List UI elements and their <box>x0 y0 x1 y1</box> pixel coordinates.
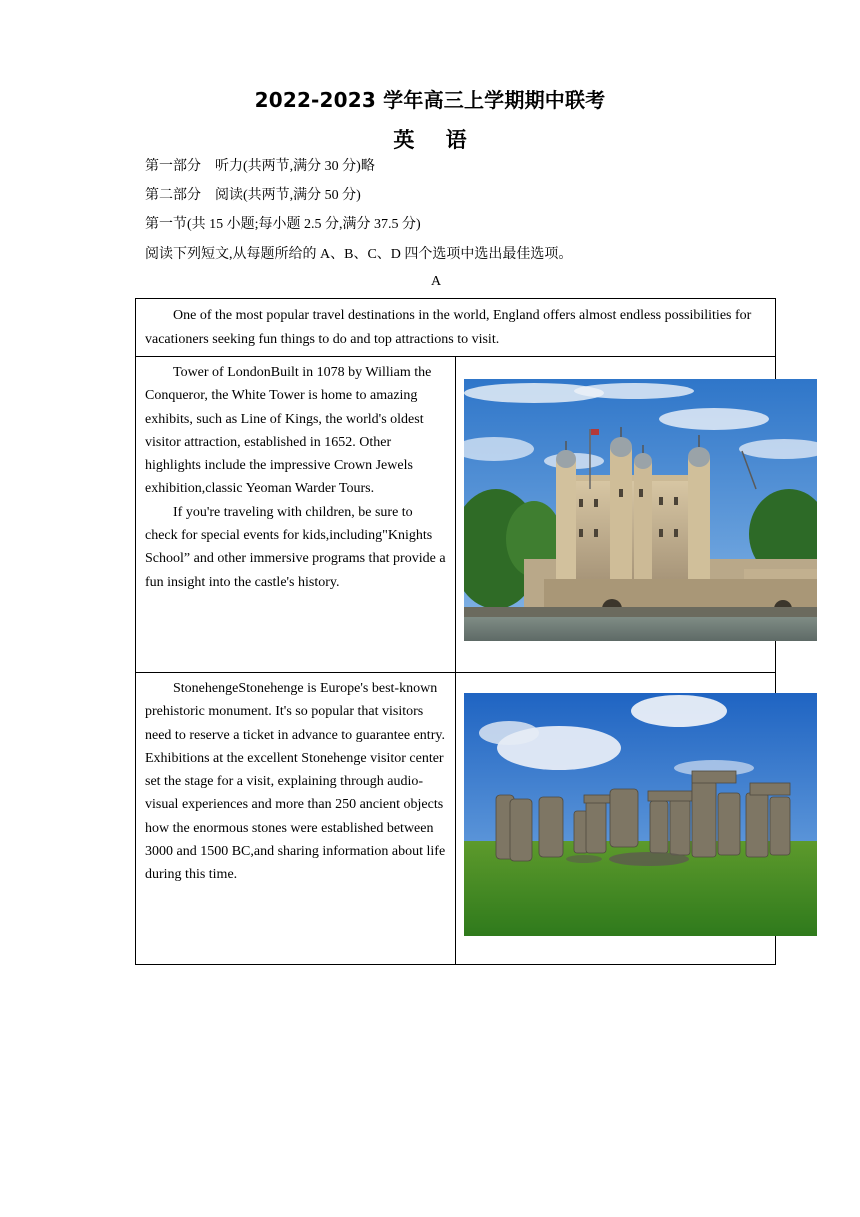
intro-cell <box>136 299 776 357</box>
instruction-part-two: 第二部分 阅读(共两节,满分 50 分) <box>145 188 361 203</box>
tower-paragraph-1: Tower of LondonBuilt in 1078 by William the Conqueror, the White Tower is home to amazing exhibits, such as Line of Kings, the world's oldest visitor attraction, established in 1652. Other highlights include the impressive Crown Jewels exhibition,classic Yeoman Warder Tours. <box>145 365 432 497</box>
tower-of-london-photo <box>464 379 817 641</box>
stonehenge-text-cell <box>136 673 456 965</box>
instruction-directions: 阅读下列短文,从每题所给的 A、B、C、D 四个选项中选出最佳选项。 <box>145 247 573 262</box>
passage-table <box>135 298 776 965</box>
intro-paragraph: One of the most popular travel destinations in the world, England offers almost endless possibilities for vacationers seeking fun things to do and top attractions to visit. <box>145 308 752 347</box>
passage-letter: A <box>430 274 442 289</box>
stonehenge-photo <box>464 693 817 936</box>
tower-paragraph-2: If you're traveling with children, be sure to check for special events for kids,including"Knights School” and other immersive programs that provide a fun insight into the castle's history. <box>145 504 446 590</box>
exam-title: 2022-2023 学年高三上学期期中联考 <box>254 88 606 112</box>
tower-text-cell <box>136 357 456 673</box>
instruction-part-one: 第一部分 听力(共两节,满分 30 分)略 <box>145 159 375 174</box>
subject-title: 英 语 <box>393 128 479 152</box>
instruction-section-one: 第一节(共 15 小题;每小题 2.5 分,满分 37.5 分) <box>145 217 421 232</box>
stonehenge-image-cell <box>456 673 776 965</box>
stonehenge-paragraph: StonehengeStonehenge is Europe's best-known prehistoric monument. It's so popular that visitors need to reserve a ticket in advance to guarantee entry. Exhibitions at the excellent Stonehenge visitor center set the stage for a visit, explaining through audio-visual experiences and more than 250 ancient objects how the enormous stones were established between 3000 and 1500 BC,and sharing information about life during this time. <box>145 681 446 883</box>
tower-image-cell <box>456 357 776 673</box>
